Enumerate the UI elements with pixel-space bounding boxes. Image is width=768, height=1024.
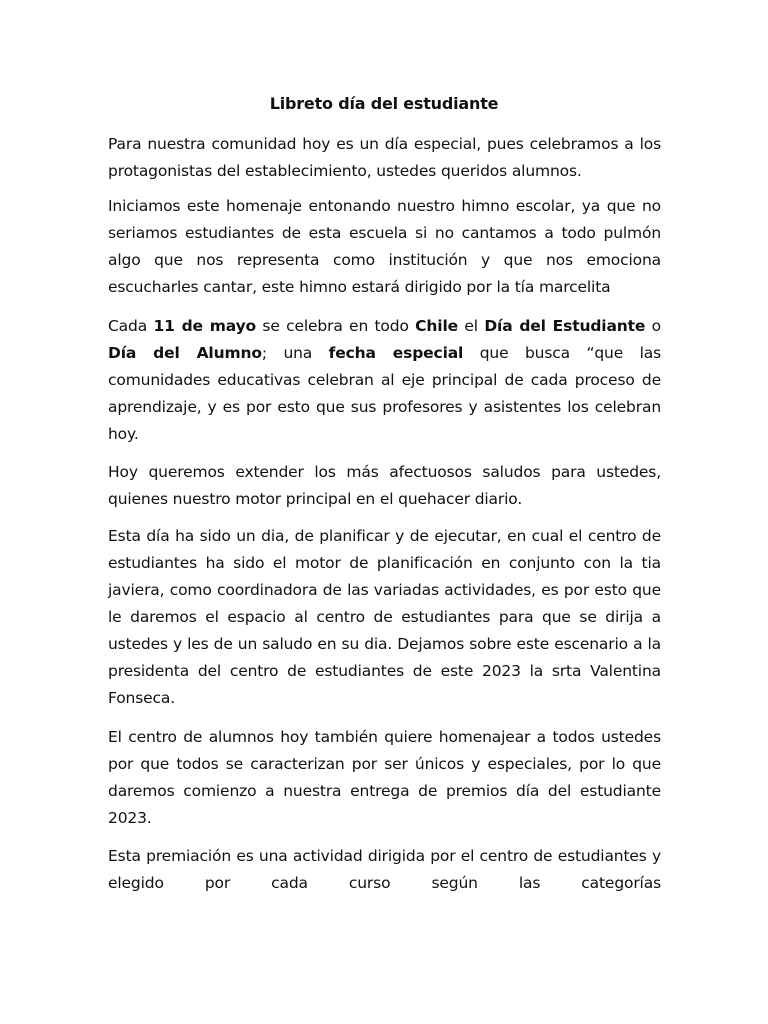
bold-dia-estudiante: Día del Estudiante bbox=[484, 317, 646, 335]
paragraph-planificacion: Esta día ha sido un dia, de planificar y de ejecutar, en cual el centro de estudiantes ha sido el motor de planificación en conjunto con la tia javiera, como coordinadora de las variadas actividades, es por esto que le daremos el espacio al centro de estudiantes para que se dirija a ustedes y les de un saludo en su dia. Dejamos sobre este escenario a la presidenta del centro de estudiantes de este 2023 la srta Valentina Fonseca. bbox=[108, 527, 661, 707]
bold-dia-alumno: Día del Alumno bbox=[108, 344, 262, 362]
paragraph-fecha-text-1: Cada bbox=[108, 317, 154, 335]
bold-fecha-especial: fecha especial bbox=[328, 344, 464, 362]
document-title: Libreto día del estudiante bbox=[269, 94, 499, 113]
paragraph-fecha-text-3: el bbox=[457, 317, 485, 335]
paragraph-fecha bbox=[108, 313, 661, 448]
paragraph-saludos: Hoy queremos extender los más afectuosos saludos para ustedes, quienes nuestro motor principal en el quehacer diario. bbox=[108, 463, 661, 508]
paragraph-intro: Para nuestra comunidad hoy es un día especial, pues celebramos a los protagonistas del establecimiento, ustedes queridos alumnos. bbox=[108, 135, 661, 180]
bold-fecha-11-mayo: 11 de mayo bbox=[153, 317, 257, 335]
bold-chile: Chile bbox=[415, 317, 458, 335]
paragraph-fecha-text-4: o bbox=[645, 317, 661, 335]
paragraph-fecha-text-2: se celebra en todo bbox=[256, 317, 416, 335]
paragraph-fecha-text-5: ; una bbox=[261, 344, 329, 362]
paragraph-himno: Iniciamos este homenaje entonando nuestro himno escolar, ya que no seriamos estudiantes de esta escuela si no cantamos a todo pulmón algo que nos representa como institución y que nos emociona escucharles cantar, este himno estará dirigido por la tía marcelita bbox=[108, 197, 661, 296]
paragraph-premiacion: Esta premiación es una actividad dirigida por el centro de estudiantes y elegido por cada curso según las categorías bbox=[108, 847, 661, 892]
paragraph-fecha-text-6: que busca “que las comunidades educativas celebran al eje principal de cada proceso de aprendizaje, y es por esto que sus profesores y asistentes los celebran hoy. bbox=[108, 344, 662, 443]
paragraph-premios: El centro de alumnos hoy también quiere homenajear a todos ustedes por que todos se caracterizan por ser únicos y especiales, por lo que daremos comienzo a nuestra entrega de premios día del estudiante 2023. bbox=[108, 728, 661, 827]
